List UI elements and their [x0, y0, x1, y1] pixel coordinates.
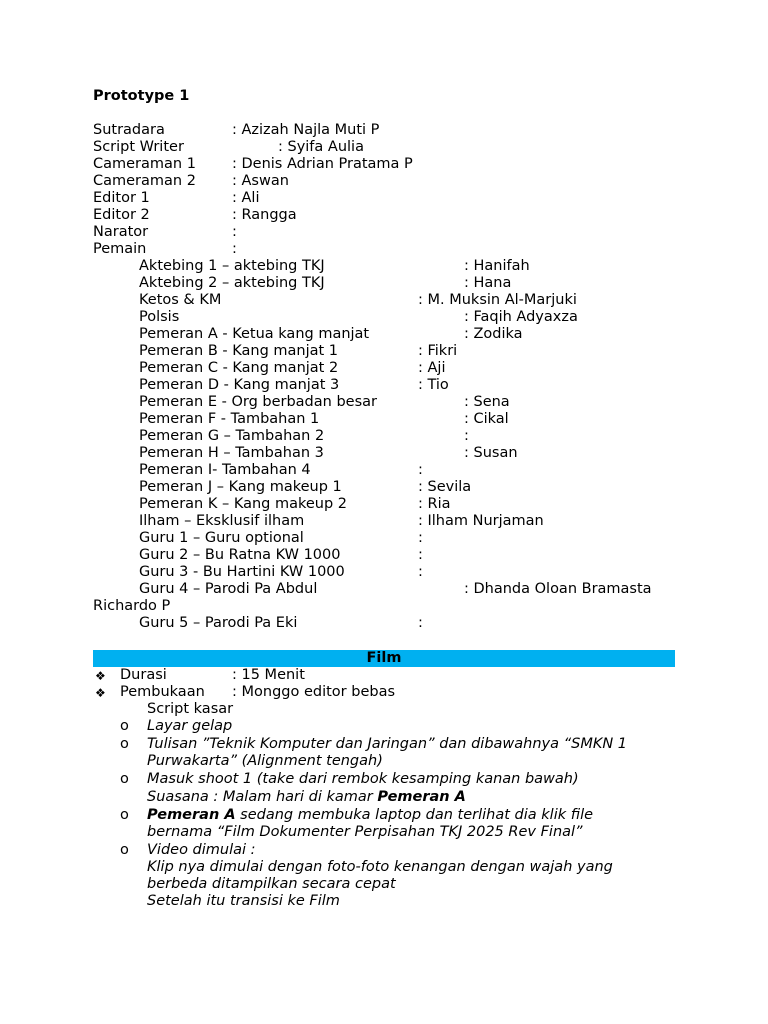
script-text: Suasana : Malam hari di kamar: [147, 789, 378, 805]
script-item-cont: Klip nya dimulai dengan foto-foto kenangan dengan wajah yang: [147, 859, 613, 875]
film-bullet-label: Pembukaan: [120, 684, 205, 700]
crew-label: Sutradara: [93, 122, 165, 138]
crew-label: Pemain: [93, 241, 147, 257]
crew-value: : Ali: [232, 190, 260, 206]
crew-label: Script Writer: [93, 139, 184, 155]
cast-role: Guru 4 – Parodi Pa Abdul: [139, 581, 318, 597]
cast-role: Aktebing 1 – aktebing TKJ: [139, 258, 325, 274]
cast-actor: :: [418, 530, 423, 546]
crew-value: : Denis Adrian Pratama P: [232, 156, 413, 172]
cast-role: Pemeran H – Tambahan 3: [139, 445, 324, 461]
script-item: Video dimulai :: [147, 842, 256, 858]
cast-actor: : Sena: [464, 394, 510, 410]
script-heading: Script kasar: [147, 701, 234, 717]
film-section-header: Film: [93, 650, 675, 667]
crew-label: Cameraman 2: [93, 173, 196, 189]
cast-role: Pemeran D - Kang manjat 3: [139, 377, 340, 393]
cast-actor: : Faqih Adyaxza: [464, 309, 578, 325]
cast-actor: : Aji: [418, 360, 446, 376]
film-bullet-value: : 15 Menit: [232, 667, 305, 683]
cast-actor: : M. Muksin Al-Marjuki: [418, 292, 577, 308]
script-item: [147, 807, 593, 824]
cast-role: Pemeran J – Kang makeup 1: [139, 479, 342, 495]
script-item: Layar gelap: [147, 718, 233, 734]
script-item-cont: berbeda ditampilkan secara cepat: [147, 876, 396, 892]
cast-role: Pemeran C - Kang manjat 2: [139, 360, 339, 376]
script-item-cont: [147, 789, 466, 806]
crew-value: : Aswan: [232, 173, 289, 189]
cast-actor: : Ria: [418, 496, 451, 512]
cast-role: Guru 2 – Bu Ratna KW 1000: [139, 547, 341, 563]
circle-bullet-icon: o: [120, 736, 129, 752]
cast-role: Pemeran I- Tambahan 4: [139, 462, 311, 478]
diamond-bullet-icon: ❖: [95, 669, 106, 683]
cast-role: Pemeran A - Ketua kang manjat: [139, 326, 370, 342]
cast-actor: : Ilham Nurjaman: [418, 513, 544, 529]
circle-bullet-icon: o: [120, 842, 129, 858]
film-bullet-label: Durasi: [120, 667, 167, 683]
script-item-cont: Setelah itu transisi ke Film: [147, 893, 340, 909]
crew-value: : Rangga: [232, 207, 297, 223]
crew-label: Cameraman 1: [93, 156, 196, 172]
cast-actor-continued: Richardo P: [93, 598, 171, 614]
circle-bullet-icon: o: [120, 718, 129, 734]
crew-value: :: [232, 241, 237, 257]
crew-value: : Syifa Aulia: [278, 139, 364, 155]
cast-actor: :: [418, 547, 423, 563]
script-item-cont: bernama “Film Dokumenter Perpisahan TKJ 2025 Rev Final”: [147, 824, 583, 840]
cast-actor: :: [418, 462, 423, 478]
cast-actor: : Hanifah: [464, 258, 530, 274]
cast-actor: : Sevila: [418, 479, 472, 495]
cast-role: Pemeran F - Tambahan 1: [139, 411, 320, 427]
cast-actor: : Zodika: [464, 326, 523, 342]
cast-role: Pemeran G – Tambahan 2: [139, 428, 325, 444]
cast-role: Pemeran K – Kang makeup 2: [139, 496, 347, 512]
cast-actor: : Dhanda Oloan Bramasta: [464, 581, 652, 597]
film-bullet-value: : Monggo editor bebas: [232, 684, 396, 700]
script-text: sedang membuka laptop dan terlihat dia klik file: [235, 807, 594, 823]
cast-role: Pemeran B - Kang manjat 1: [139, 343, 339, 359]
crew-value: : Azizah Najla Muti P: [232, 122, 380, 138]
cast-actor: : Fikri: [418, 343, 458, 359]
cast-actor: :: [464, 428, 469, 444]
diamond-bullet-icon: ❖: [95, 686, 106, 700]
crew-label: Editor 2: [93, 207, 150, 223]
crew-value: :: [232, 224, 237, 240]
script-emphasis: Pemeran A: [147, 807, 236, 823]
cast-role: Polsis: [139, 309, 180, 325]
cast-actor: :: [418, 564, 423, 580]
script-emphasis: Pemeran A: [377, 789, 466, 805]
cast-role: Pemeran E - Org berbadan besar: [139, 394, 377, 410]
circle-bullet-icon: o: [120, 807, 129, 823]
cast-actor: :: [418, 615, 423, 631]
cast-actor: : Tio: [418, 377, 449, 393]
cast-actor: : Susan: [464, 445, 518, 461]
cast-actor: : Cikal: [464, 411, 509, 427]
script-item: Tulisan ”Teknik Komputer dan Jaringan” dan dibawahnya “SMKN 1: [147, 736, 628, 752]
crew-label: Editor 1: [93, 190, 150, 206]
cast-role: Guru 5 – Parodi Pa Eki: [139, 615, 298, 631]
cast-role: Guru 1 – Guru optional: [139, 530, 304, 546]
document-title: Prototype 1: [93, 88, 190, 104]
crew-label: Narator: [93, 224, 149, 240]
circle-bullet-icon: o: [120, 771, 129, 787]
script-item: Masuk shoot 1 (take dari rembok kesamping kanan bawah): [147, 771, 579, 787]
cast-actor: : Hana: [464, 275, 512, 291]
cast-role: Ilham – Eksklusif ilham: [139, 513, 305, 529]
script-item-cont: Purwakarta” (Alignment tengah): [147, 753, 383, 769]
cast-role: Guru 3 - Bu Hartini KW 1000: [139, 564, 345, 580]
cast-role: Aktebing 2 – aktebing TKJ: [139, 275, 325, 291]
cast-role: Ketos & KM: [139, 292, 222, 308]
